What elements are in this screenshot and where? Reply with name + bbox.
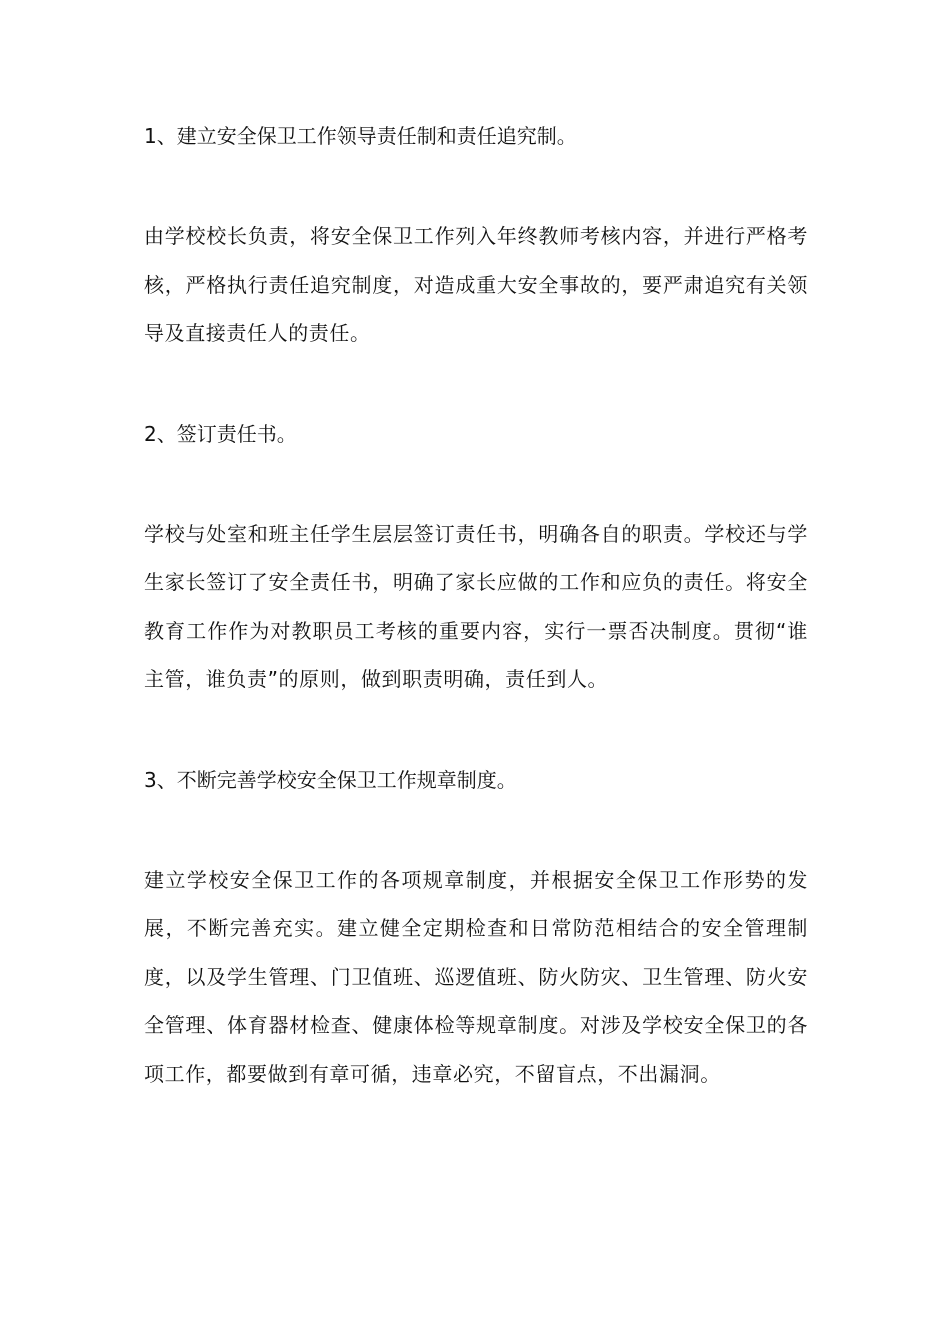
section-2-heading: 2、签订责任书。 — [144, 421, 297, 446]
section-3-heading: 3、不断完善学校安全保卫工作规章制度。 — [144, 767, 517, 792]
document-body — [144, 112, 808, 1150]
section-1-heading: 1、建立安全保卫工作领导责任制和责任追究制。 — [144, 124, 577, 148]
section-2-paragraph: 学校与处室和班主任学生层层签订责任书，明确各自的职责。学校还与学生家长签订了安全责任书，明确了家长应做的工作和应负的责任。将安全教育工作作为对教职员工考核的重要内容，实行一票否决制度。贯彻“谁主管，谁负责”的原则，做到职责明确，责任到人。 — [144, 521, 808, 691]
section-3-paragraph: 建立学校安全保卫工作的各项规章制度，并根据安全保卫工作形势的发展，不断完善充实。建立健全定期检查和日常防范相结合的安全管理制度，以及学生管理、门卫值班、巡逻值班、防火防灾、卫生管理、防火安全管理、体育器材检查、健康体检等规章制度。对涉及学校安全保卫的各项工作，都要做到有章可循，违章必究，不留盲点，不出漏洞。 — [144, 867, 808, 1086]
section-1-paragraph: 由学校校长负责，将安全保卫工作列入年终教师考核内容，并进行严格考核，严格执行责任追究制度，对造成重大安全事故的，要严肃追究有关领导及直接责任人的责任。 — [144, 224, 808, 345]
